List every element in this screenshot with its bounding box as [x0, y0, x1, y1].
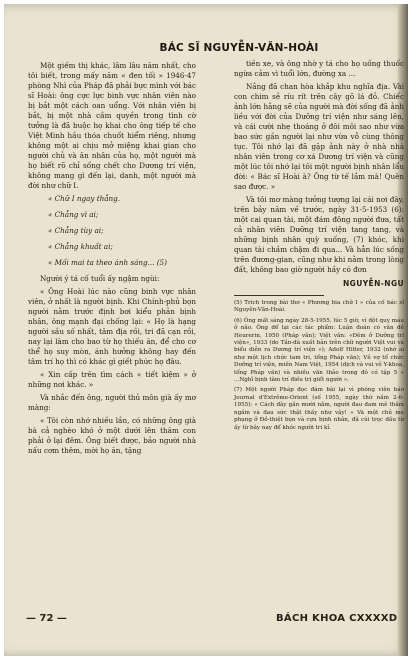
paragraph: « Ông Hoài lúc nào cũng binh vực nhân viên, ở nhất là người bịnh. Khi Chính-phủ bọn người nằm trước định bơi kiểu phản bịnh nhân, ông mạnh đại chống lại: « Họ là hạng người sầu số nhất, tâm địa rồi, tri đã cạn rồi, nay lại làm cho bao từ họ thiếu ăn, để cho cơ thể họ suy mòn, ánh hưởng không hay đến tâm trí họ thì có khác gì giết phức họ đâu.: [28, 287, 196, 366]
paragraph: Và tôi mơ màng tưởng tượng lại cái nơi đây, trên bảy năm về trước, ngày 31-5-1953 (6): một cai quan tài, một đám đông người đưa, tất cả nhân viên Dưỡng trí viện tang tang, và những bịnh nhân quỳ xuống, (7) khóc, khi quan tài chầm chậm đi qua... Và hẳn lúc sống trên đương-gian, cũng như khi nằm trong lòng đất, không bao giờ người hầy có đơn: [234, 195, 404, 274]
paragraph: Một giếm thị khác, lâm lâu năm nhất, cho tôi biết, trong mấy năm « đen tối » 1946-47 phòng Nhì của Pháp đã phải bực mình với bác sĩ Hoài: ông cực lực binh vực nhân viên nào bị bắt một cách oan uổng. Với nhân viên bị bắt, bị một nhà cầm quyền trong tình cờ tưởng là đã buộc họ khai cho ông tiếp tế cho Việt Minh hầu thóa chuốt hiểm riêng, nhưng không một ai chịu mở miệng khai gian cho người chủ và ân nhân của họ, một người mà họ biết rõ chỉ sống chết cho Dương trí viện, không mang gì đến lại, danh, một người mà đời như chữ I.: [28, 61, 196, 190]
poem-line: « Chữ I ngay thẳng.: [48, 194, 121, 203]
left-column: [28, 61, 196, 459]
footnote: (5) Trích trong bài thơ « Phương bia chữ I » của cố bác sĩ Nguyễn-Văn-Hoài.: [234, 300, 404, 314]
page-number: — 72 —: [26, 613, 67, 624]
poem-line: « Chẳng vì ai;: [48, 210, 99, 219]
page-header-title: BÁC SĨ NGUYỄN-VĂN-HOÀI: [159, 42, 319, 54]
footnote: (7) Một người Pháp đọc đám bài lại vì phóng viên báo Journal d'Extrême-Orient (số 1955, ngày thứ năm 2-6-1955): « Cách đây gần mười năm, người đau đam mê thăm ngầm và đau sức thật thấy như vậy! » Và một chủ mẹ phụng ở Đồ-thiệt bọn và cựu bịnh nhân, đã cúi trọc đầu từ ấy từ bây nay để khóc người tri kỉ.: [234, 387, 404, 431]
paragraph: Và nhắc đến ông, người thủ môn già ấy mơ màng:: [28, 393, 196, 412]
author-signature: NGUYỄN-NGU: [343, 279, 404, 288]
paragraph: « Xin cấp trên tìm cách « tiết kiệm » ở những nơi khác. »: [28, 370, 196, 389]
poem-quote: [48, 194, 196, 268]
poem-line: « Mối mai ta theo ánh sáng... (5): [48, 258, 167, 267]
paragraph: Người ý tá cố tuổi ấy ngậm ngùi:: [40, 274, 160, 283]
right-column: [234, 59, 404, 435]
footnote: (6) Ông mất sáng ngày 28-5-1955, lúc 5 giờ, vì đột quỵ máu ở não. Ông để lại các tác phẩm: Luận đoán có văn đề Heurerin, 1950 (Pháp văn); Việt văn: «Đêm ở Dưỡng trí viện», 1933 (do Tản-đà xuất bản trên chữ người Việt vui và biểu diễn ra Dương trí viện »); Adolf Hitler, 1932 (nhớ ai như một lịch chức tam tri, tổng Pháp văn); Vẻ vợ tổ chức Dưỡng trí viện, miền Nam Việt, 1954 (dịch và vui vẻ Y-khoa, tổng Pháp văn) và nhiều văn thảo trong đó có tập 5 « ...Nghĩ bịnh tâm trí điều trị giết người ».: [234, 317, 404, 384]
poem-line: « Chẳng tùy ai;: [48, 226, 104, 235]
poem-line: « Chẳng khuất ai;: [48, 242, 113, 251]
paragraph: Nắng đã chan hòa khắp khu nghĩa địa. Vài con chim sẻ ríu rít trên cây gõ lá đỏ. Chiếc ảnh lớn hằng sẽ của người mà đời sống đã ảnh liều với đời của Dưỡng trí viện như sáng lên, và cái cười nhẹ thoáng ở đôi môi sao như vừa bao sức gần người lại như vừa vỗ cùng thông tục. Tôi nhớ lại đã gặp ảnh này ở nhà nhà nhân viên trong cơ xá Dương trí viện và cũng một lúc tôi nhớ lại tôi một người bịnh nhân lẩu đời: « Bác sĩ Hoài à? Ông từ tế lắm mà! Quên sao được. »: [234, 82, 404, 191]
footnote-divider: [234, 295, 324, 296]
publication-name: BÁCH KHOA CXXXXD: [276, 613, 398, 624]
paragraph: « Tôi còn nhớ nhiều lần, có những ông già bà cả nghèo khó ở một dưới lên thăm con phải ở lại đêm. Ông biết được, bảo người nhà nấu cơm thêm, mời họ ăn, tặng: [28, 416, 196, 455]
paragraph: tiền xe, và ông nhờ y tá cho họ uống thuốc ngừa cảm vì tuổi lớn, đường xa ...: [234, 59, 404, 78]
scanned-page: [4, 4, 408, 656]
